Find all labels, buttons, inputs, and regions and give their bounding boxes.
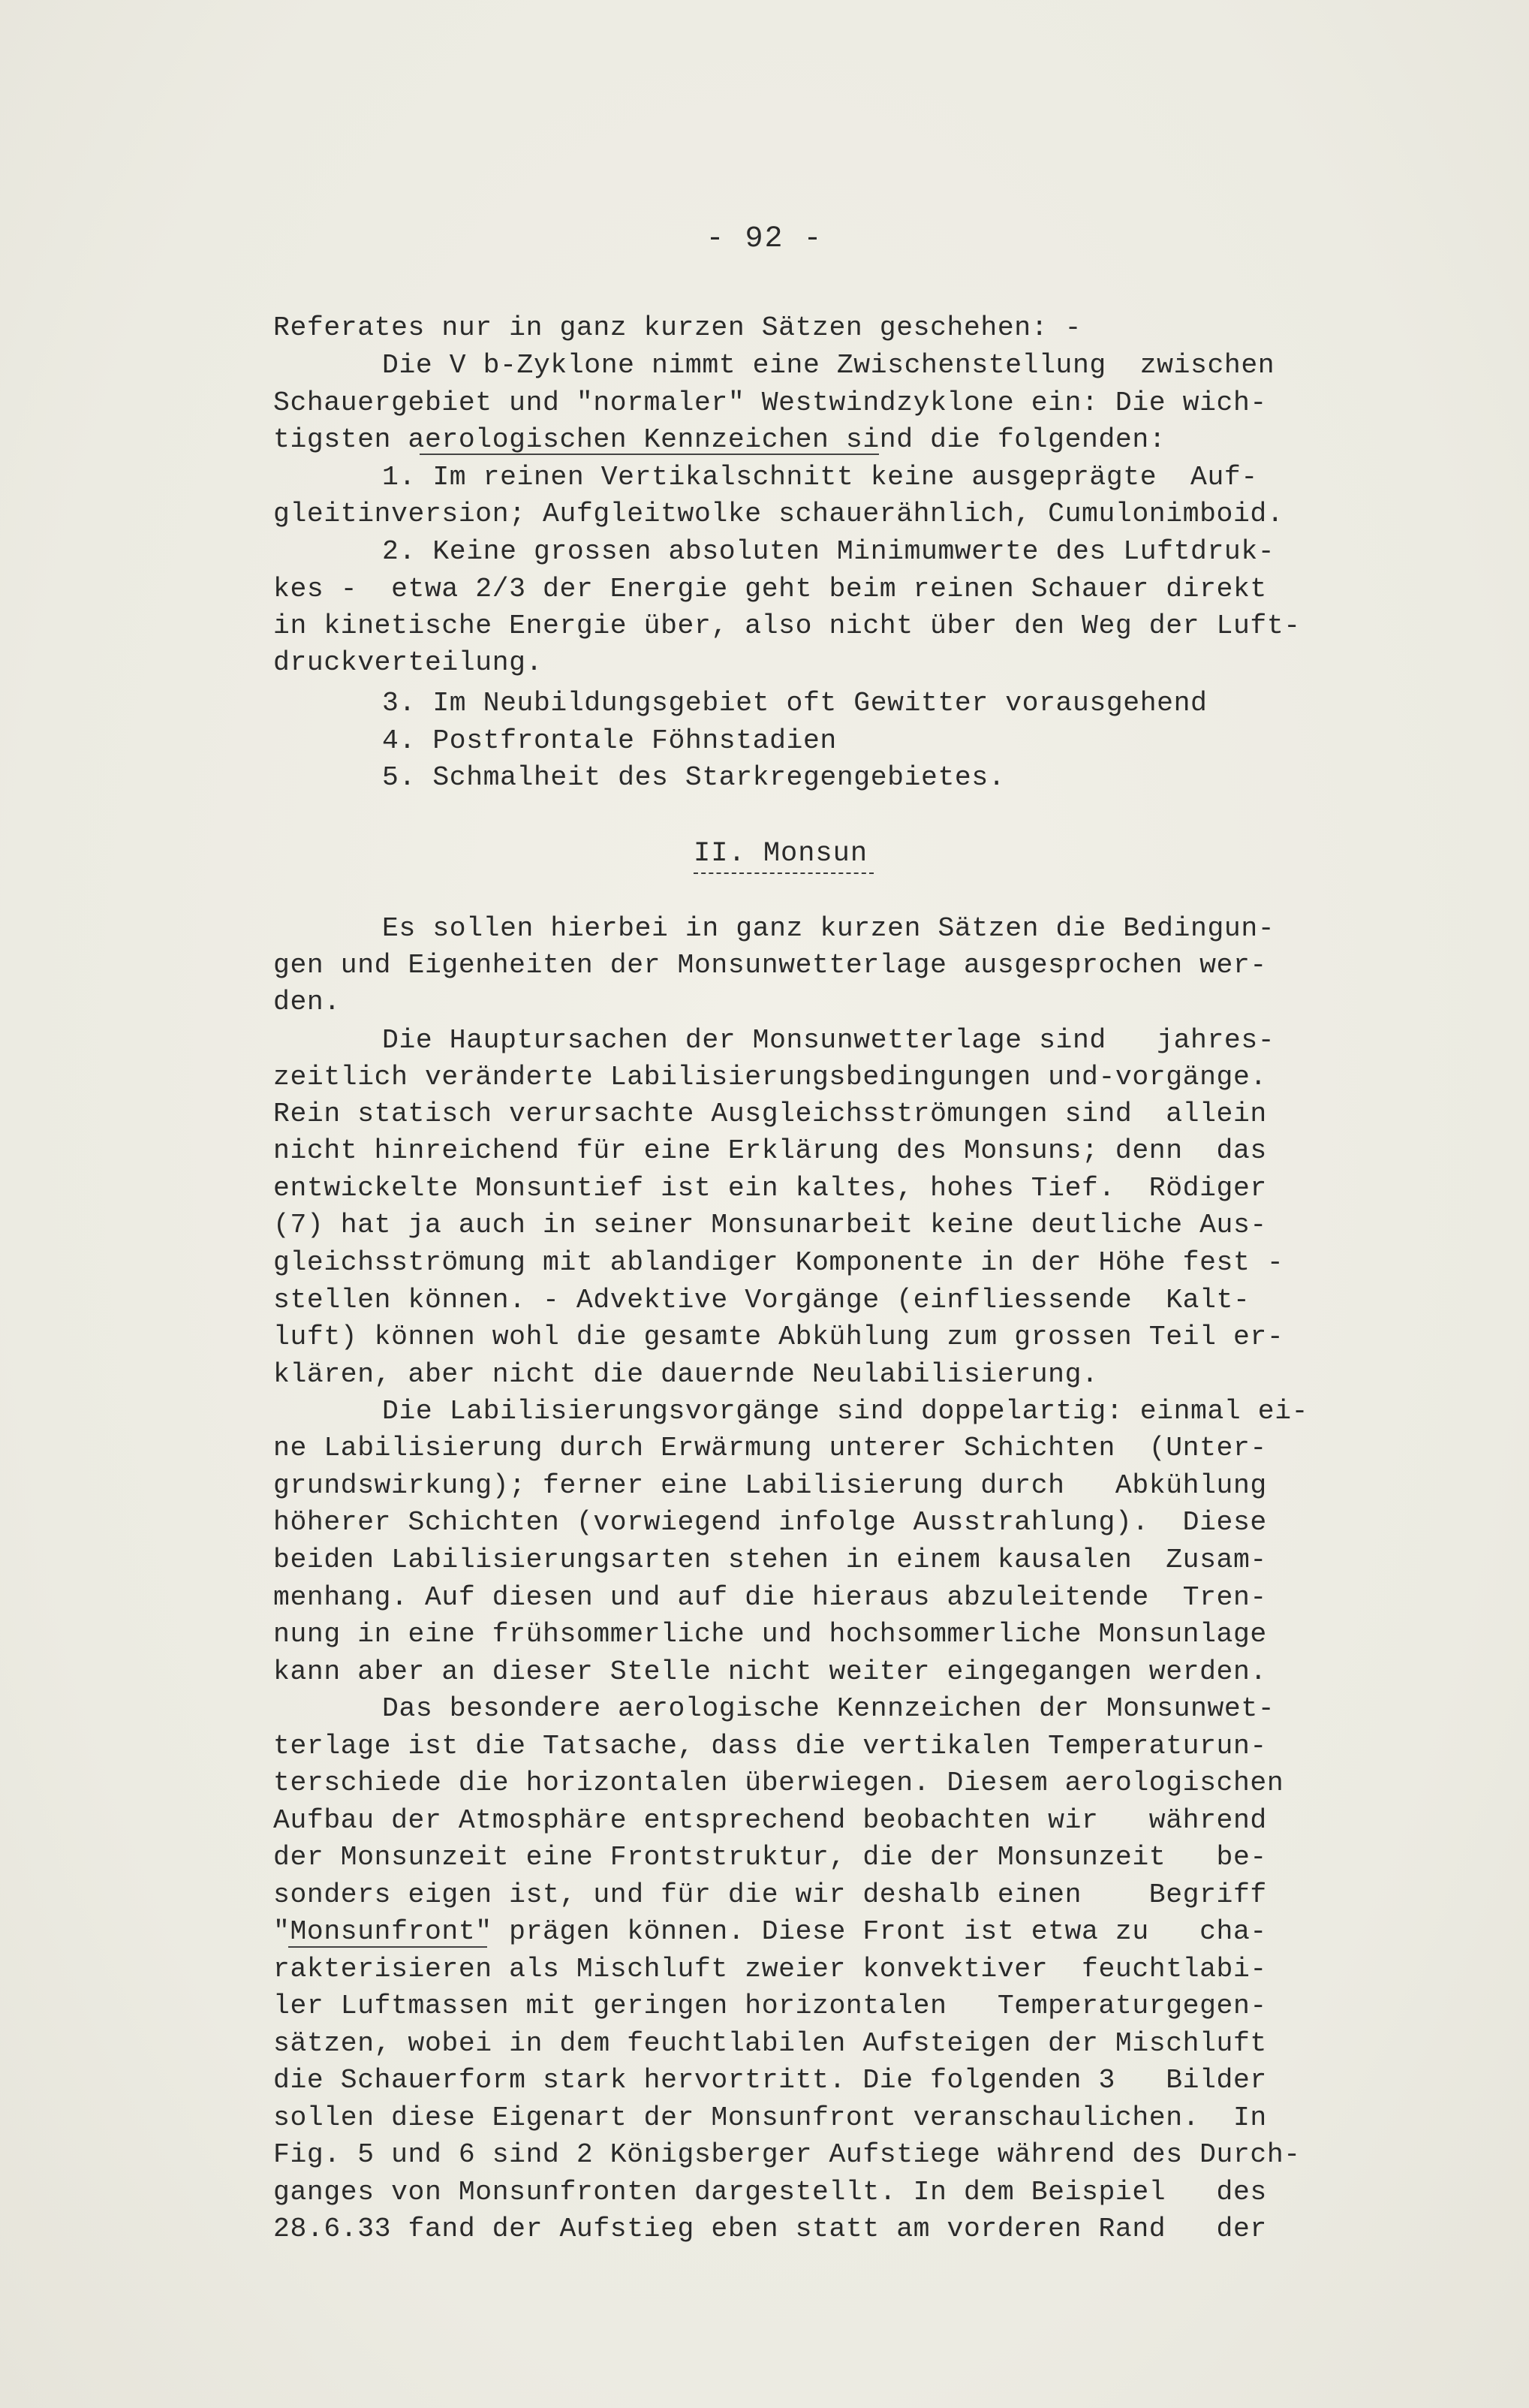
text-line: grundswirkung); ferner eine Labilisierung durch Abkühlung [273,1470,1267,1501]
text-line: Die V b-Zyklone nimmt eine Zwischenstellung zwischen [382,350,1275,381]
text-line: 5. Schmalheit des Starkregengebietes. [382,762,1006,793]
text-line: (7) hat ja auch in seiner Monsunarbeit keine deutliche Aus- [273,1210,1267,1240]
underline-aerologischen-kennzeichen [420,454,879,455]
text-line: höherer Schichten (vorwiegend infolge Ausstrahlung). Diese [273,1507,1267,1538]
text-line: sätzen, wobei in dem feuchtlabilen Aufsteigen der Mischluft [273,2028,1267,2059]
text-line: Rein statisch verursachte Ausgleichsströmungen sind allein [273,1099,1267,1129]
text-line: menhang. Auf diesen und auf die hieraus abzuleitende Tren- [273,1582,1267,1613]
text-line: Die Labilisierungsvorgänge sind doppelartig: einmal ei- [382,1396,1309,1427]
text-line: Schauergebiet und "normaler" Westwindzyklone ein: Die wich- [273,387,1267,418]
text-line: kann aber an dieser Stelle nicht weiter eingegangen werden. [273,1656,1267,1687]
text-line: Aufbau der Atmosphäre entsprechend beobachten wir während [273,1805,1267,1836]
text-line: sonders eigen ist, und für die wir deshalb einen Begriff [273,1879,1267,1910]
text-line: ganges von Monsunfronten dargestellt. In dem Beispiel des [273,2177,1267,2208]
text-line: gleitinversion; Aufgleitwolke schauerähnlich, Cumulonimboid. [273,499,1284,529]
text-line: 3. Im Neubildungsgebiet oft Gewitter vorausgehend [382,688,1208,719]
text-line: Das besondere aerologische Kennzeichen der Monsunwet- [382,1693,1275,1724]
text-line: klären, aber nicht die dauernde Neulabilisierung. [273,1359,1099,1390]
text-line: 4. Postfrontale Föhnstadien [382,725,837,756]
section-heading-underline [694,872,874,874]
text-line: Es sollen hierbei in ganz kurzen Sätzen die Bedingun- [382,913,1275,944]
text-line: gleichsströmung mit ablandiger Komponente in der Höhe fest - [273,1247,1284,1278]
text-line: druckverteilung. [273,647,543,678]
underline-monsunfront [288,1946,487,1948]
text-line: 1. Im reinen Vertikalschnitt keine ausgeprägte Auf- [382,462,1258,493]
text-line: der Monsunzeit eine Frontstruktur, die der Monsunzeit be- [273,1842,1267,1873]
text-line: sollen diese Eigenart der Monsunfront veranschaulichen. In [273,2102,1267,2133]
text-line: beiden Labilisierungsarten stehen in einem kausalen Zusam- [273,1545,1267,1575]
text-line: Referates nur in ganz kurzen Sätzen geschehen: - [273,312,1082,343]
text-line: rakterisieren als Mischluft zweier konvektiver feuchtlabi- [273,1954,1267,1985]
text-line: kes - etwa 2/3 der Energie geht beim reinen Schauer direkt [273,574,1267,604]
text-line: Die Hauptursachen der Monsunwetterlage sind jahres- [382,1025,1275,1056]
text-line: zeitlich veränderte Labilisierungsbedingungen und-vorgänge. [273,1062,1267,1092]
text-line: 2. Keine grossen absoluten Minimumwerte des Luftdruk- [382,536,1275,567]
text-line: ler Luftmassen mit geringen horizontalen Temperaturgegen- [273,1991,1267,2021]
section-heading: II. Monsun [694,838,868,869]
text-line: stellen können. - Advektive Vorgänge (einfliessende Kalt- [273,1285,1251,1316]
text-line: entwickelte Monsuntief ist ein kaltes, hohes Tief. Rödiger [273,1173,1267,1204]
text-line: in kinetische Energie über, also nicht über den Weg der Luft- [273,610,1301,641]
page-number: - 92 - [706,222,823,256]
text-line: luft) können wohl die gesamte Abkühlung zum grossen Teil er- [273,1322,1284,1352]
text-line: Fig. 5 und 6 sind 2 Königsberger Aufstiege während des Durch- [273,2139,1301,2170]
text-line: "Monsunfront" prägen können. Diese Front ist etwa zu cha- [273,1916,1267,1947]
text-line: terlage ist die Tatsache, dass die vertikalen Temperaturun- [273,1731,1267,1762]
text-line: ne Labilisierung durch Erwärmung unterer Schichten (Unter- [273,1433,1267,1463]
text-line: den. [273,987,341,1017]
text-line: gen und Eigenheiten der Monsunwetterlage ausgesprochen wer- [273,950,1267,981]
text-line: 28.6.33 fand der Aufstieg eben statt am vorderen Rand der [273,2214,1267,2244]
text-line: tigsten aerologischen Kennzeichen sind die folgenden: [273,424,1166,455]
text-line: terschiede die horizontalen überwiegen. Diesem aerologischen [273,1768,1284,1798]
text-line: nicht hinreichend für eine Erklärung des Monsuns; denn das [273,1135,1267,1166]
text-line: die Schauerform stark hervortritt. Die folgenden 3 Bilder [273,2065,1267,2096]
text-line: nung in eine frühsommerliche und hochsommerliche Monsunlage [273,1619,1267,1650]
